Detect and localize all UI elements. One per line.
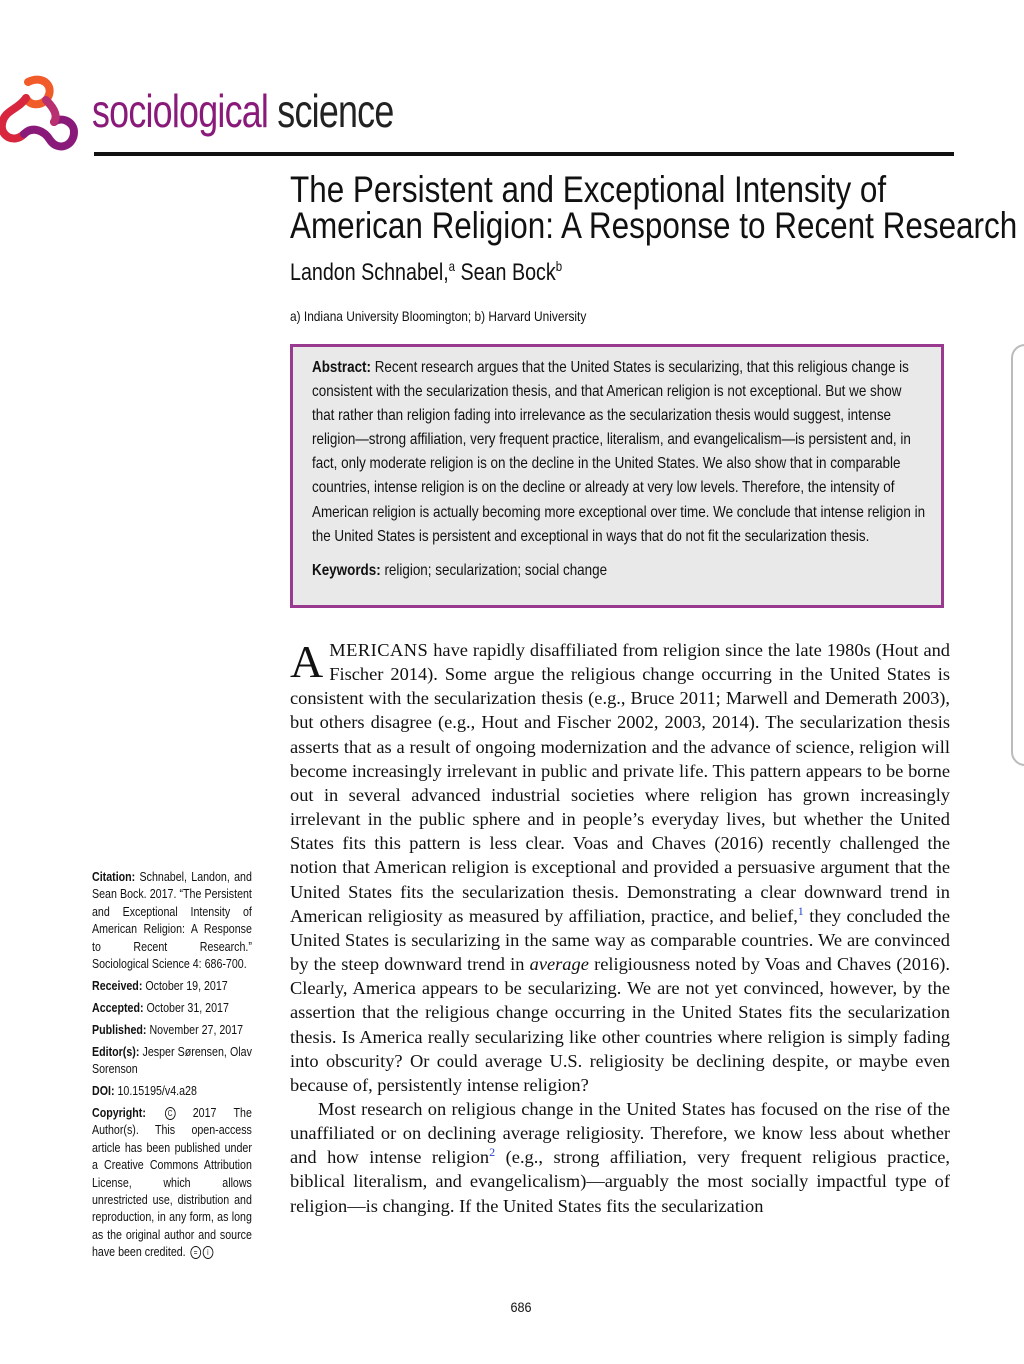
authors (290, 258, 700, 287)
published-label: Published: (92, 1021, 147, 1037)
accepted-value: October 31, 2017 (143, 999, 229, 1015)
knot-logo-icon (0, 70, 80, 160)
accepted-date (92, 999, 252, 1016)
paragraph-1 (290, 638, 950, 1097)
article-title: The Persistent and Exceptional Intensity of American Religion: A Response to Recent Research (290, 169, 1018, 246)
copyright-label: Copyright: (92, 1104, 146, 1120)
author-2-affil-mark: b (555, 258, 563, 274)
journal-name-part1: sociological (92, 85, 269, 137)
cc-icon: = (190, 1246, 201, 1259)
paragraph-1-part-c: religiousness noted by Voas and Chaves (2016). Clearly, America appears to be secularizing. We are not yet convinced, however, by the assertion that the religious change occurring in the United States fits the secularization thesis. Is America really secularizing like other countries where religion is simply fading into obscurity? Or could average U.S. religiosity be declining despite, or maybe even because of, persistently intense religion? (290, 954, 950, 1095)
author-1-affil-mark: a (448, 258, 456, 274)
published-value: November 27, 2017 (146, 1021, 244, 1037)
paragraph-1-part-a: have rapidly disaffiliated from religion since the late 1980s (Hout and Fischer 2014). Some argue the religious change occurring in the United States is consistent with the secularization thesis (e.g., Bruce 2011; Marwell and Demerath 2003), but others disagree (e.g., Hout and Fischer 2002, 2003, 2014). The secularization thesis asserts that as a result of ongoing modernization and the advance of science, religion will become increasingly irrelevant in public and private life. This pattern appears to be borne out in several advanced industrial societies where religion has grown increasingly irrelevant in the public sphere and in people’s everyday lives, but whether the United States fits this pattern is less clear. Voas and Chaves (2016) recently challenged the notion that American religion is exceptional and provided a persuasive argument that the United States fits the secularization thesis. Demonstrating a clear downward trend in American religiosity as measured by affiliation, practice, and belief, (290, 640, 950, 926)
drop-cap: A (290, 636, 324, 687)
citation-label: Citation: (92, 869, 136, 884)
paragraph-2-part-b: (e.g., strong affiliation, very frequent religious practice, biblical literalism, and evangelicalism)—arguably the most socially impactful type of religion—is changing. If the United States fits the secularization (290, 1147, 950, 1216)
journal-name (92, 85, 394, 137)
affiliations: a) Indiana University Bloomington; b) Harvard University (290, 308, 587, 324)
citation (92, 868, 252, 972)
copyright-icon: C (165, 1107, 176, 1120)
journal-logo (0, 70, 80, 160)
footnote-link-2[interactable]: 2 (489, 1145, 496, 1160)
abstract-text (312, 356, 925, 549)
small-caps-lead: MERICANS (329, 640, 429, 660)
paragraph-1-part-b: they concluded the United States is secularizing in the same way as comparable countries. We are convinced by the steep downward trend in (290, 905, 950, 975)
abstract-body: Recent research argues that the United States is secularizing, that this religious change is consistent with the secularization thesis, and that American religion is not exceptional. But we show that rather than religion fading into irrelevance as the secularization thesis would suggest, intense religion—strong affiliation, very frequent practice, literalism, and evangelicalism—is persistent and, in fact, only moderate religion is on the decline in the United States. We also show that in comparable countries, intense religion is on the decline or already at very low levels. Therefore, the intensity of American religion is actually becoming more exceptional over time. We conclude that intense religion in the United States is persistent and exceptional in ways that do not fit the secularization thesis. (312, 359, 926, 545)
footnote-link-1[interactable]: 1 (797, 903, 804, 918)
copyright-text: 2017 The Author(s). This open-access article has been published under a Creative Commons Attribution License, which allows unrestricted use, distribution and reproduction, in any form, as long as the original author and source have been credited. (92, 1104, 252, 1260)
side-panel-tab[interactable] (1011, 344, 1024, 766)
received-value: October 19, 2017 (142, 977, 228, 993)
abstract-label: Abstract: (312, 359, 371, 376)
author-2: Sean Bock (455, 259, 556, 286)
author-1: Landon Schnabel, (290, 259, 449, 286)
editors (92, 1043, 252, 1078)
keywords (312, 559, 925, 583)
received-label: Received: (92, 977, 143, 993)
abstract-content (312, 356, 925, 583)
page-number: 686 (510, 1299, 532, 1315)
header-rule (94, 152, 954, 156)
doi-link[interactable]: 10.15195/v4.a28 (114, 1082, 197, 1098)
paragraph-2 (290, 1097, 950, 1218)
received-date (92, 977, 252, 994)
abstract-box (290, 344, 944, 608)
doi-label: DOI: (92, 1082, 115, 1098)
article-info-sidebar (92, 868, 252, 1265)
cc-by-icon: i (203, 1246, 214, 1259)
citation-text: Schnabel, Landon, and Sean Bock. 2017. “The Persistent and Exceptional Intensity of American Religion: A Response to Recent Research.” Sociological Science 4: 686-700. (92, 869, 252, 972)
doi (92, 1082, 252, 1099)
editors-value: Jesper Sørensen, Olav Sorenson (92, 1043, 252, 1077)
keywords-list: religion; secularization; social change (380, 561, 608, 579)
emphasis-average: average (529, 954, 589, 975)
copyright (92, 1104, 252, 1261)
editors-label: Editor(s): (92, 1043, 140, 1059)
published-date (92, 1021, 252, 1038)
accepted-label: Accepted: (92, 999, 144, 1015)
body-text (290, 638, 950, 1218)
paragraph-2-part-a: Most research on religious change in the United States has focused on the rise of the unaffiliated or on declining average religiosity. Therefore, we know less about whether and how intense religion (290, 1098, 950, 1168)
journal-name-part2: science (268, 85, 394, 137)
keywords-label: Keywords: (312, 561, 381, 579)
